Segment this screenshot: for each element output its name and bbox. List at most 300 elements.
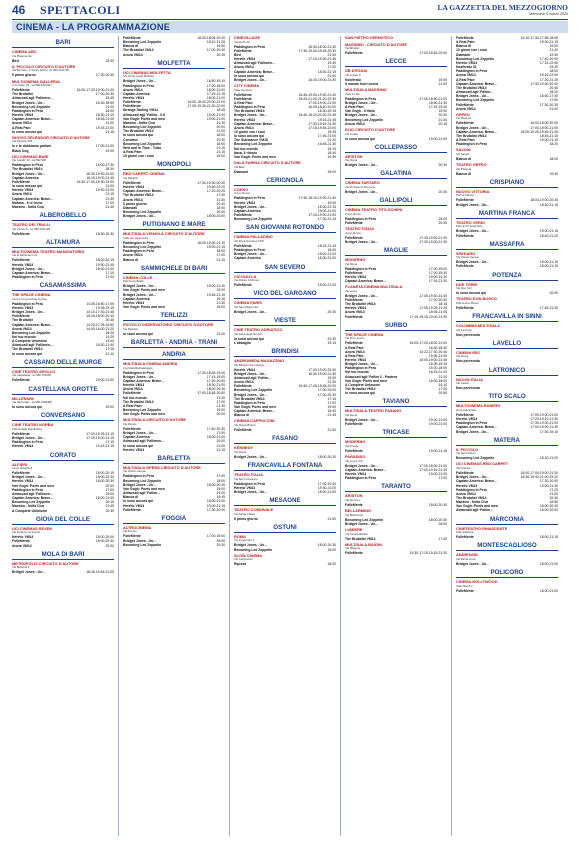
showtimes: 17:00-19:30 [428,270,447,275]
showtimes: 14:10 [438,382,447,387]
showtime-row [345,221,447,225]
showtimes: 17:30-19:00-21:00 [530,421,558,426]
cinema-name: ANDROMEDA MAGAZZINO [234,358,285,363]
film-title: Il primo giorno [123,201,147,206]
film-title: Attraccati agli 'Fallimen... [234,61,275,66]
film-title: Bridget Jones - Un... [345,293,378,298]
film-title: The Brutalist VM14 [12,347,43,352]
cinema-address: Via Nicola Brandi [234,423,256,428]
showtime-row [12,232,114,236]
cinema-address: Centro commerciale Auchan [12,296,48,301]
cinema-address: Via Kennedy [456,327,472,332]
cinema-address: Viale Mazzini [456,583,473,588]
city-heading: MARCONIA [456,516,558,525]
cinema-listing [123,323,225,336]
showtimes: 18:00 [438,521,447,526]
cinema-name: MULTISALA OPERA CIRCUITO D'AUTORE [123,464,201,470]
film-title: Heretic VM14 [12,535,34,540]
showtimes: 17:00 [216,399,225,404]
cinema-name: MODERNO [345,257,366,262]
cinema-name: RED CARPET CINEMA [123,171,165,177]
cinema-listing [345,285,447,319]
showtimes: 18:30-21:00 [206,383,225,388]
showtimes: 17:00-19:25-21:15 [86,431,114,436]
showtimes: 21:30 [105,196,114,201]
cinema-name: LUMIERE [345,526,363,532]
showtimes: 21:30 [327,380,336,385]
cinema-address: Via Santa Chiara [234,511,256,516]
city-heading: CERIGNOLA [234,177,336,186]
showtimes: 20:00 [216,439,225,444]
film-title: Heretic VM14 [12,305,34,310]
showtimes: 17:15-21:15 [206,91,225,96]
showtimes: 20:00 [549,291,558,296]
showtimes: 17:30-21:15 [317,217,336,222]
film-title: 10 giorni con i suoi [123,154,154,159]
showtime-row [234,490,336,494]
showtimes: 17:20 [549,487,558,492]
showtimes: 18:45-21:15 [539,133,558,138]
city-heading: TAVIANO [345,398,447,407]
showtimes: 20:40 [216,201,225,206]
film-title: Heretic VM14 [456,483,478,488]
film-title: Becoming Led Zeppelin [123,478,162,483]
showtime-row [123,258,225,262]
showtimes: 14:00-16:00-21:20 [86,326,114,331]
showtime-row [234,455,336,459]
cinema-name: MULTISALA BAIONI [345,541,382,547]
cinema-listing [345,409,447,426]
showtimes: 17:00-18:45-20:00 [419,51,447,56]
showtimes: 19:35-22:15 [95,305,114,310]
showtimes: 19:45 [327,130,336,134]
cinema-name: ALFIERI [12,461,28,467]
city-heading: CONVERSANO [12,412,114,421]
showtimes: 17:15-19:00-21:00 [308,213,336,218]
cinema-listing [12,527,114,548]
showtime-row [456,456,558,460]
showtimes: 19:00 [216,154,225,159]
cinema-listing [12,562,114,575]
cinema-address: Via San Filippo Neri [234,304,259,309]
showtimes: 17:00-20:40 [206,48,225,53]
city-heading: CRISPIANO [456,179,558,188]
film-title: Anora VM14 [123,87,143,92]
cinema-address: Via Gandhi 19 - tel 892.960 [12,158,47,163]
film-title: Paddington in Perù [345,216,377,221]
film-title: Maestro - Nella Clue [456,500,489,505]
showtimes: 19:00-21:00 [428,136,447,141]
film-title: Nel tuo mondo [123,395,147,400]
cinema-listing [12,397,114,410]
listing-column-3 [234,36,336,838]
showtimes: 19:00-21:15 [539,229,558,234]
film-title: A Real Pain [345,353,364,358]
showtimes: 17:15-19:00-21:15 [86,436,114,441]
film-title: Bridget Jones - Un... [234,252,267,257]
showtime-row [123,214,225,218]
showtimes: 15:35-21:05 [428,353,447,358]
showtimes: 17:00 [105,487,114,492]
column-divider [451,36,452,836]
film-title: FolleMente [345,220,363,225]
film-title: The Brutalist VM14 [234,109,265,114]
cinema-listing [345,509,447,526]
film-title: Captain America: Brave... [456,425,497,430]
film-title: Heretic VM14 [234,367,256,372]
film-title: Bridget Jones - Un... [234,489,267,494]
showtimes: 17:40-20:30 [206,426,225,431]
cinema-address: Via Veneto 6 - tel 080.4321190 [12,226,51,231]
column-divider [229,36,230,836]
showtime-row [12,59,114,63]
film-title: Captain America: Brave... [12,322,53,327]
film-title: Captain America: Brave... [345,279,386,284]
showtime-row [123,412,225,416]
film-title: A Real Pain [12,125,31,130]
cinema-address: Via Sette Dolori [456,451,476,456]
cinema-listing [123,36,225,57]
cinema-listing [234,473,336,494]
film-title: Bridget Jones - Un... [345,239,378,244]
showtimes: 20:30 [327,336,336,341]
film-title: FolleMente [12,179,30,184]
film-title: Becoming Led Zeppelin [123,245,162,250]
showtimes: 19:00-21:00 [428,422,447,427]
showtimes: 17:00-19:00 [428,266,447,271]
city-heading: MATERA [456,437,558,446]
showtime-row [456,234,558,238]
film-title: Van Gogh - Il titolo [345,109,375,114]
showtime-row [345,422,447,426]
showtimes: 17:30-20:00 [206,507,225,512]
cinema-listing [12,136,114,153]
cinema-address: Via Lauria [456,381,469,386]
film-title: Diamanti [456,52,471,57]
film-title: Attraccati agli 'Fallim 2 - Pantera [345,374,398,379]
cinema-listing [234,275,336,288]
city-heading: MOLA DI BARI [12,551,114,560]
showtimes: 17:15-19:00 [206,374,225,379]
film-title: Van Gogh: Poets and men [123,288,166,293]
cinema-address: Via Cappuccini [234,557,253,562]
showtimes: 19:00 [327,547,336,552]
showtimes: 18:00-21:00 [206,435,225,440]
cinema-listing [234,235,336,260]
film-title: Paddington in Perù [234,481,266,486]
film-title: Bridget Jones - Un... [12,171,45,176]
listing-column-4 [345,36,447,838]
film-title: FolleMente [345,341,363,346]
film-title: Becoming Led Zeppelin [345,117,384,122]
showtimes: 20:45 [105,318,114,323]
cinema-name: DB D'ESSAI [345,68,368,74]
film-title: FolleMente [12,539,30,544]
showtimes: 18:00-21:00 [317,489,336,494]
film-title: Becoming Led Zeppelin [123,542,162,547]
cinema-address: Largo Abbazia 8 [12,466,33,471]
showtime-row [456,333,558,337]
cinema-address: Zona Industriale [456,407,477,412]
film-title: Captain America: Brave... [12,496,53,501]
film-title: A Real Pain [234,100,253,105]
film-title: Heretic VM14 [234,117,256,122]
cinema-listing [456,221,558,238]
showtimes: 17:00 [105,200,114,205]
showtimes: 16:30-18:40-20:00 [308,105,336,110]
film-title: Bridget Jones - Un... [12,310,45,315]
showtime-row [234,562,336,566]
showtimes: 17:30-19:15 [539,429,558,434]
showtimes: 18:30-21:15 [539,202,558,207]
showtimes: 19:00 [549,44,558,49]
film-title: Bianca dl [456,171,472,176]
showtime-row [456,508,558,512]
film-title: Bridget Jones - Un... [123,374,156,379]
showtimes: 19:00 [216,305,225,310]
film-title: Bridget Jones - Un... [123,284,156,289]
showtime-row [12,544,114,548]
cinema-address: Via Lupiae [345,131,359,136]
film-title: Bridget Jones - Un... [345,163,378,168]
showtimes: 17:00-19:00 [206,534,225,539]
showtimes: 17:20-21:25 [539,77,558,82]
showtimes: 19:00 [105,491,114,496]
showtime-row [12,352,114,356]
film-title: The Substance VM18 [234,138,268,143]
film-title: Io sono ancora qui [123,443,154,448]
film-title: FolleMente [456,121,474,126]
cinema-address: Piazza Garibaldi [123,279,144,284]
city-heading: SAN GIOVANNI ROTONDO [234,224,336,233]
showtimes: 16:00-17:00-19:00-21:30 [520,471,558,476]
film-title: Anora VM14 [123,52,143,57]
cinema-listing [345,88,447,126]
film-title: Anora VM14 [12,192,32,197]
cinema-listing [12,50,114,63]
film-title: Becoming Led Zeppelin [123,408,162,412]
showtimes: 19:00-21:40 [539,483,558,488]
film-title: Nel tuo mondo [234,146,258,151]
showtimes: 19:00 [216,408,225,412]
showtimes: 18:30-21:40 [95,343,114,348]
showtime-row [12,130,114,134]
showtimes: 18:00-21:00 [539,588,558,593]
film-title: Attraccati agli 'Fallimen... [12,343,53,348]
cinema-listing [123,172,225,218]
film-title: A Real Pain [345,105,364,110]
city-heading: BRINDISI [234,348,336,357]
showtimes: 17:30-20:00 [206,378,225,383]
film-title: Bridget Jones - Un... [12,475,45,480]
city-heading: CORATO [12,452,114,461]
film-title: Becoming Led Zeppelin [234,217,273,222]
cinema-address: Via Pitagora [456,166,472,171]
showtimes: 14:25 [105,335,114,339]
film-title: FolleMente [123,391,141,396]
film-title: Io sono ancora qui [234,336,265,341]
film-title: Bird [234,52,241,57]
film-title: Anora VM14 [345,121,365,126]
cinema-listing [12,155,114,209]
city-heading: SURBO [345,322,447,331]
film-title: The Brutalist VM14 [12,167,43,172]
film-title: Bridget Jones - Un... [12,436,45,441]
showtimes: 21:00 [327,516,336,521]
showtimes: 17:15 [105,270,114,275]
film-title: Io sono ancora qui [12,405,43,410]
cinema-name: SAN PIETRO VERNOTICO [345,36,393,40]
showtimes: 18:00 [327,562,336,567]
showtime-row [345,537,447,541]
cinema-name: UCI CINEMAS SEVEN [12,525,52,531]
film-title: Anora VM14 [12,326,32,331]
showtimes: 19:00 [216,288,225,293]
film-title: Anora VM14 [123,197,143,202]
showtimes: 18:40 [327,248,336,253]
cinema-address: Piazza Don Bosco [456,300,479,305]
film-title: Paddington in Perù [234,248,266,253]
cinema-name: NUOVO SPLENDOR CIRCUITO D'AUTORE [12,134,90,140]
showtimes: 17:00-20:00 [317,388,336,393]
film-title: Anora VM14 [234,380,254,385]
cinema-address: Via del Porto [234,39,250,44]
film-title: FolleMente [123,426,141,431]
film-title: L'abbaglio [234,340,251,345]
film-title: Bridget Jones - Un... [234,392,267,397]
showtimes: 15:20-18:00 [428,366,447,371]
showtimes: 19:00-21:00 [206,112,225,117]
cinema-address: Via Nazionale - tel 080.4968486 [12,400,52,405]
city-heading: MARTINA FRANCA [456,210,558,219]
cinema-name: MULTICINEMA RANIERI [456,403,500,409]
film-title: FolleMente [345,51,363,56]
film-title: A Complete Unknown [12,339,47,344]
showtimes: 18:00-20:30 [206,387,225,392]
showtime-row [123,154,225,158]
showtimes: 18:15 [327,146,336,151]
showtimes: 18:00-20:15 [95,258,114,263]
film-title: A Complete Unknown [345,382,380,387]
showtimes: 17:00-20:30 [428,297,447,302]
cinema-listing [345,543,447,556]
city-heading: TRICASE [345,429,447,438]
cinema-address: Viale Kennedy [234,87,252,92]
cinema-listing [456,148,558,161]
showtimes: 16:30-19:00-21:30 [308,77,336,82]
film-title: A Real Pain [345,345,364,350]
film-title: Anora VM14 [234,125,254,130]
film-title: Bridget Jones - Un... [234,204,267,209]
showtime-row [12,73,114,77]
film-title: Bridget Jones - Un... [234,454,267,459]
showtimes: 18:00 [216,141,225,146]
cinema-listing [12,463,114,513]
film-title: Bridget Jones - Un... [456,125,489,130]
film-title: The Brutalist [12,318,33,323]
cinema-name: TEATRO ITALIA [234,471,264,477]
showtimes: 17:30-20:30 [539,102,558,107]
showtime-row [234,256,336,260]
showtime-row [234,428,336,432]
showtimes: 19:45-21:15 [206,292,225,297]
showtimes: 15:45 [105,96,114,101]
film-title: Io sono ancora qui [234,73,265,78]
city-heading: ALTAMURA [12,239,114,248]
listing-column-1 [12,36,114,838]
showtimes: 20:45 [549,85,558,90]
cinema-name: CINEMA PALLADINO [234,234,273,240]
cinema-address: Via Pitagora [456,116,472,121]
showtimes: 21:15 [105,192,114,197]
film-title: FolleMente [456,471,474,476]
column-divider [118,36,119,836]
film-title: Paddington in Perù [12,487,44,492]
film-title: Becoming Led Zeppelin [345,517,384,522]
city-heading: FASANO [234,435,336,444]
showtimes: 17:15-19:40 [428,105,447,110]
cinema-listing [456,283,558,296]
showtimes: 18:00-19:30-21:15 [197,240,225,245]
showtimes: 20:00 [216,125,225,130]
showtimes: 21:00 [549,491,558,496]
cinema-name: CINEMA PARIS [234,300,262,306]
film-title: Paddington in Perù [345,366,377,371]
showtimes: 17:00 [216,474,225,479]
film-title: Anora VM14 [345,349,365,354]
cinema-listing [234,446,336,459]
film-title: Heretic VM14 [456,417,478,422]
cinema-name: CINEMA HOLLYWOOD [456,579,498,585]
showtime-row [456,264,558,268]
header-rule [12,19,568,20]
film-title: Bridget Jones - Un... [234,371,267,376]
film-title: Attraccati agli 'Fallim... [123,491,160,496]
showtimes: 18:45 [216,108,225,113]
showtime-row [456,107,558,111]
film-title: Io sono ancora qui [12,351,43,356]
listing-column-5 [456,36,558,838]
city-heading: POTENZA [456,272,558,281]
showtimes: 17:30-20:30 [317,392,336,397]
showtimes: 17:15-19:15-20:00-21:30 [409,314,447,319]
cinema-address: Via Pasubio 186 [12,139,33,144]
cinema-listing [123,232,225,261]
cinema-listing [123,466,225,512]
city-heading: SAMMICHELE DI BARI [123,265,225,274]
showtimes: 17:15-19:30-21:45 [308,57,336,62]
showtimes: 21:30 [216,403,225,408]
showtimes: 16:00-18:00-20:00-22:00 [187,100,225,105]
showtimes: 17:00-19:20-22:00 [308,367,336,372]
city-heading: ALBEROBELLO [12,212,114,221]
film-title: Becoming Led Zeppelin [234,388,273,393]
film-title: Bridget Jones - Un... [345,417,378,422]
film-title: Bird [12,58,19,63]
showtimes: 18:00-21:00 [317,252,336,257]
showtimes: 21:00 [549,106,558,111]
showtimes: 17:30-20:00 [539,479,558,484]
showtimes: 18:00-20:30 [95,479,114,484]
showtimes: 18:30 [327,409,336,414]
cinema-name: MULTICINEMA GALLERIA [12,78,60,84]
cinema-address: Corso Roma [345,230,361,235]
film-title: FolleMente [12,314,30,319]
showtimes: 19:15 [216,296,225,301]
cinema-name: THE SPACE CINEMA [345,331,384,337]
cinema-name: UCI CINEMAS MOLFETTA [123,69,171,75]
showtimes: 19:45 [216,495,225,500]
